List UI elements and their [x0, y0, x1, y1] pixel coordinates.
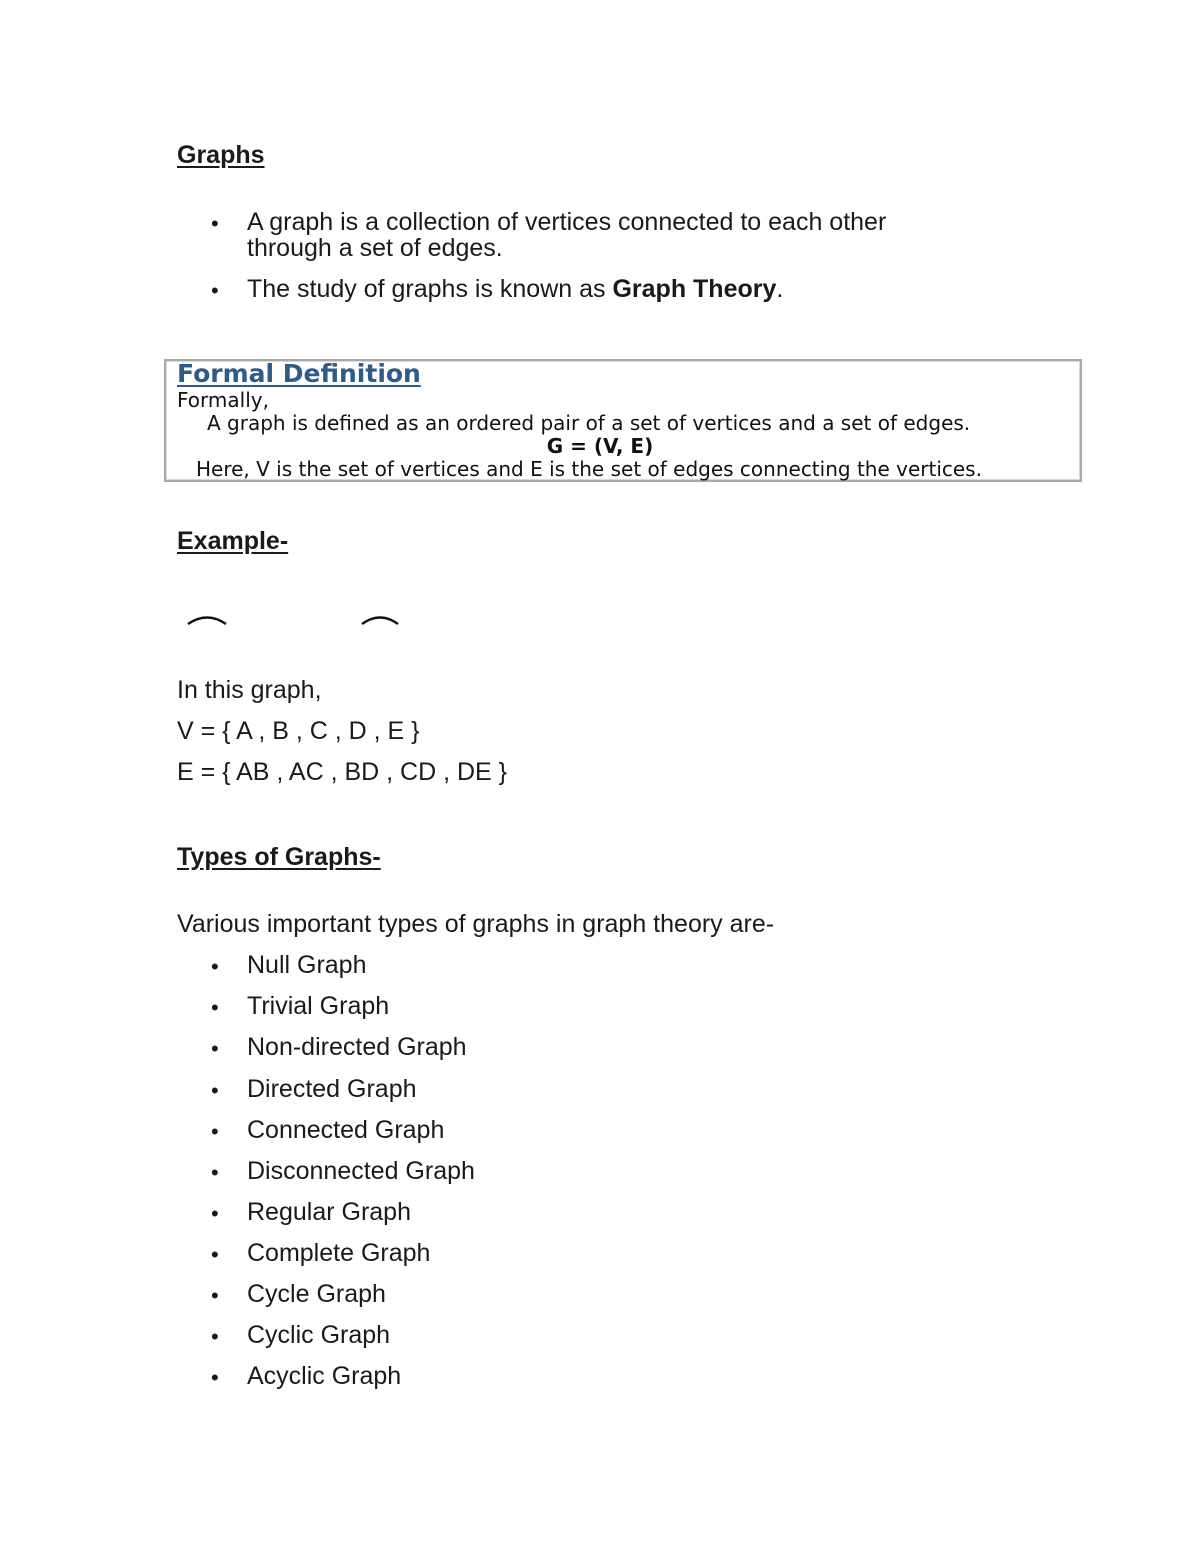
- graph-theory-term: Graph Theory: [612, 275, 777, 303]
- bullet-marker: •: [211, 1283, 219, 1308]
- graph-theory-prefix: The study of graphs is known as: [247, 275, 613, 303]
- graph-theory-line: [247, 275, 783, 304]
- graph-definition-line1: A graph is a collection of vertices connected to each other: [247, 208, 887, 236]
- bullet-marker: •: [211, 954, 219, 979]
- formal-definition-line4: Here, V is the set of vertices and E is the set of edges connecting the vertices.: [196, 457, 982, 481]
- vertex-arc-right: [362, 618, 398, 625]
- bullet-marker: •: [211, 995, 219, 1020]
- formal-definition-title: Formal Definition: [177, 359, 421, 388]
- graph-type-item: Cyclic Graph: [247, 1321, 391, 1349]
- graph-type-item: Regular Graph: [247, 1198, 411, 1226]
- bullet-marker: •: [211, 1036, 219, 1061]
- vertex-arc-left: [188, 618, 226, 625]
- graph-type-item: Non-directed Graph: [247, 1033, 467, 1061]
- bullet-marker: •: [211, 1201, 219, 1226]
- bullet-marker: •: [211, 1119, 219, 1144]
- formal-definition-formula: G = (V, E): [546, 434, 654, 458]
- types-intro: Various important types of graphs in graph theory are-: [177, 910, 775, 938]
- graph-type-item: Trivial Graph: [247, 992, 390, 1020]
- example-heading: Example-: [177, 527, 289, 555]
- graph-theory-suffix: .: [776, 275, 784, 303]
- graph-type-item: Cycle Graph: [247, 1280, 386, 1308]
- bullet-marker: •: [211, 1242, 219, 1267]
- graph-type-item: Null Graph: [247, 951, 367, 979]
- bullet-marker: •: [211, 1160, 219, 1185]
- edge-set: E = { AB , AC , BD , CD , DE }: [177, 758, 507, 786]
- graph-type-item: Complete Graph: [247, 1239, 431, 1267]
- bullet-marker: •: [211, 1078, 219, 1103]
- graph-type-item: Acyclic Graph: [247, 1362, 402, 1390]
- graph-type-item: Connected Graph: [247, 1116, 445, 1144]
- example-graph-figure: [180, 610, 420, 630]
- formal-definition-line2: A graph is defined as an ordered pair of a set of vertices and a set of edges.: [207, 411, 971, 435]
- formal-definition-line1: Formally,: [177, 388, 269, 412]
- graph-definition-line2: through a set of edges.: [247, 234, 503, 262]
- graph-type-item: Directed Graph: [247, 1075, 417, 1103]
- graph-type-item: Disconnected Graph: [247, 1157, 475, 1185]
- bullet-marker: •: [211, 211, 219, 236]
- example-intro: In this graph,: [177, 676, 322, 704]
- vertex-set: V = { A , B , C , D , E }: [177, 717, 420, 745]
- graphs-heading: Graphs: [177, 141, 265, 169]
- bullet-marker: •: [211, 1365, 219, 1390]
- bullet-marker: •: [211, 1324, 219, 1349]
- types-heading: Types of Graphs-: [177, 843, 381, 871]
- bullet-marker: •: [211, 278, 219, 303]
